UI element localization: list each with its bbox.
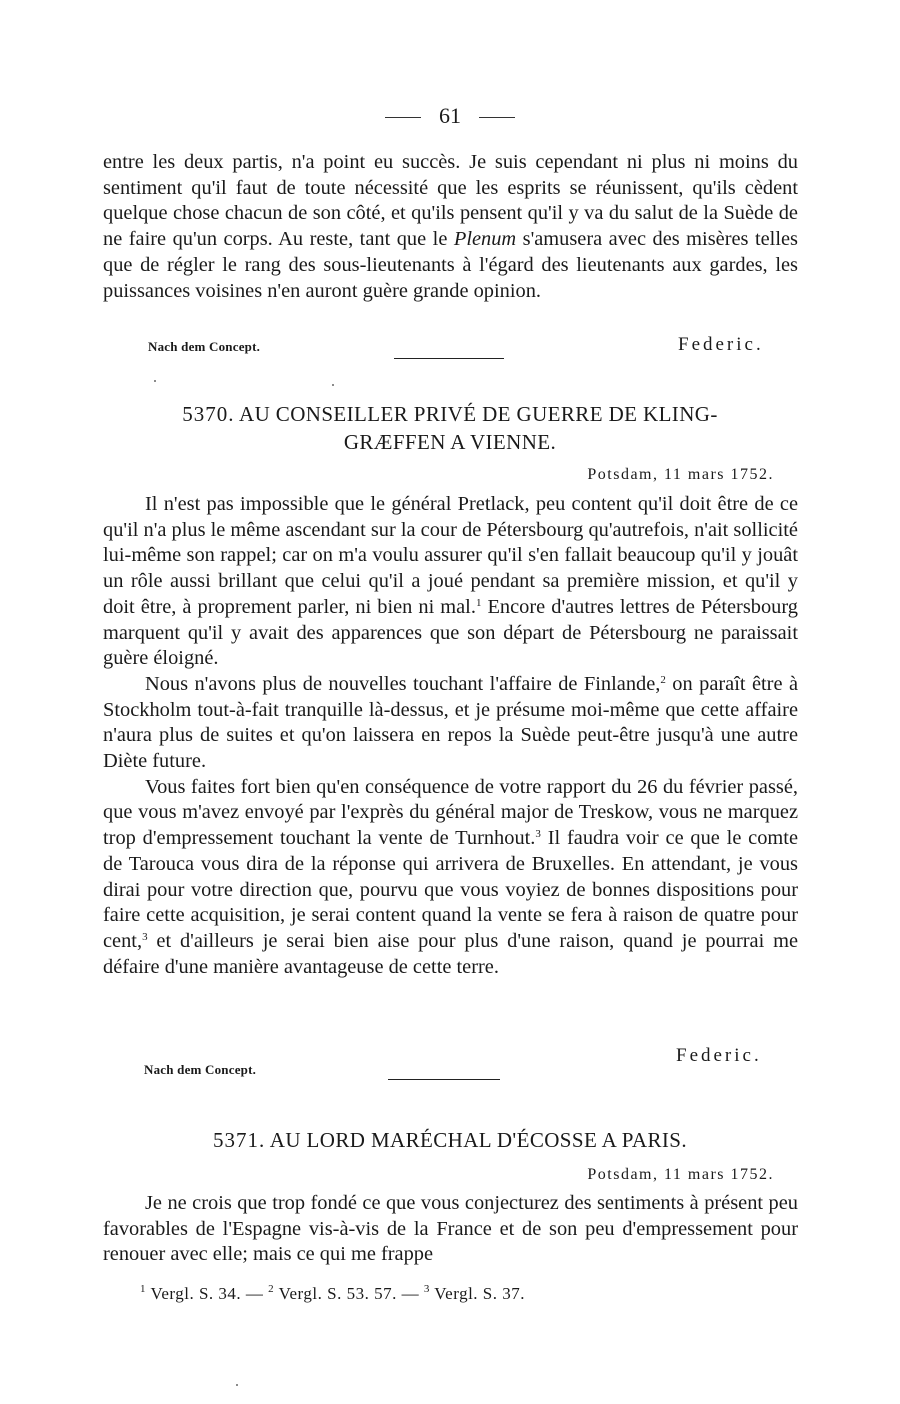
letter-number: 5371.	[213, 1128, 266, 1152]
page-number	[0, 103, 900, 129]
paragraph: Vous faites fort bien qu'en conséquence de votre rapport du 26 du février passé, que vous m'avez envoyé par l'exprès du général major de Treskow, vous ne marquez trop d'empressement touchant la vente de Turnhout.$^3$ Il faudra voir ce que le comte de Tarouca vous dira de la réponse qui arrivera de Bruxelles. En attendant, je vous dirai pour votre direction que, pourvu que vous voyiez de bonnes dispositions pour faire cette acquisition, je serai content quand la vente se fera à raison de quatre pour cent,$^3$ et d'ailleurs je serai bien aise pour plus d'une raison, quand je pourrai me défaire d'une manière avantageuse de cette terre.	[103, 775, 799, 978]
letter-heading-5370	[100, 400, 800, 456]
paragraph: Nous n'avons plus de nouvelles touchant l'affaire de Finlande,$^2$ on paraît être à Stockholm tout-à-fait tranquille là-dessus, et je présume moi-même que cette affaire n'aura plus de suites et qu'on laissera en repos la Suède peut-être jusqu'à une autre Diète future.	[103, 672, 798, 773]
letter-body-5370	[103, 492, 798, 980]
signature: Federic.	[678, 334, 764, 355]
page-number-right-rule	[479, 117, 515, 118]
text-line: réunissent, qu'ils cèdent quelque chose chacun de son côté, et qu'ils	[103, 176, 798, 225]
paragraph: Il n'est pas impossible que le général Pretlack, peu content qu'il doit être de ce qu'il n'a plus le même ascendant sur la cour de Pétersbourg qu'autrefois, n'ait sollicité lui-même son rappel; car on m'a voulu assurer qu'il s'en fallait beaucoup qu'il y jouât un rôle aussi brillant que celui qu'il a joué pendant sa première mission, et qu'il y doit être, à proprement parler, ni bien ni mal.$^1$ Encore d'autres lettres de Pétersbourg marquent qu'il y avait des apparences que son départ de Pétersbourg ne paraissait guère éloigné.	[103, 493, 798, 670]
signature: Federic.	[676, 1045, 762, 1066]
letter-body-5371	[103, 1191, 798, 1268]
footnote-ref: 3	[142, 930, 148, 943]
text-line: les puissances voisines n'en auront guère grande opinion.	[103, 253, 798, 302]
page-number-text: 61	[439, 103, 461, 128]
footnote-number: 3	[423, 1283, 430, 1295]
letter-number: 5370.	[182, 402, 235, 426]
heading-line-1: AU CONSEILLER PRIVÉ DE GUERRE DE KLING-	[239, 402, 718, 426]
text-line: pensent qu'il y va du salut de la Suède de ne faire qu'un corps. Au	[103, 202, 798, 251]
paragraph: Je ne crois que trop fondé ce que vous conjecturez des sentiments à présent peu favorables de l'Espagne vis-à-vis de la France et de son peu d'empressement pour renouer avec elle; mais ce qui me frappe	[103, 1192, 798, 1266]
speck	[154, 380, 156, 382]
speck	[236, 1384, 238, 1386]
separator-rule	[394, 358, 504, 359]
letter-heading-5371	[100, 1126, 800, 1154]
footnotes: $^1$ Vergl. S. 34. — $^2$ Vergl. S. 53. 57. — $^3$ Vergl. S. 37.	[140, 1283, 526, 1303]
heading-line-1: AU LORD MARÉCHAL D'ÉCOSSE A PARIS.	[269, 1128, 687, 1152]
footnote-ref: 1	[475, 596, 482, 609]
page-number-left-rule	[385, 117, 421, 118]
heading-line-2: GRÆFFEN A VIENNE.	[343, 430, 557, 454]
footnote-ref: 3	[535, 828, 541, 841]
text-line: s'amusera avec des misères telles que de	[103, 228, 798, 276]
source-note: Nach dem Concept.	[144, 1062, 257, 1077]
source-note: Nach dem Concept.	[148, 339, 261, 354]
footnote-number: 1	[140, 1283, 146, 1295]
separator-rule	[388, 1079, 500, 1080]
text-line: entre les deux partis, n'a point eu succès. Je suis cependant ni plus	[103, 151, 686, 173]
footnote-ref: 2	[660, 673, 666, 686]
dateline: Potsdam, 11 mars 1752.	[587, 1166, 774, 1183]
text-line: reste, tant que le	[309, 228, 454, 251]
dateline: Potsdam, 11 mars 1752.	[587, 466, 774, 483]
text-line: ni moins du sentiment qu'il faut de toute nécessité que les esprits se	[103, 151, 798, 199]
text-line: régler le rang des sous-lieutenants à l'égard des lieutenants aux gardes,	[167, 253, 768, 276]
plenum-italic: Plenum	[453, 228, 517, 251]
speck	[332, 384, 334, 386]
continuation-paragraph	[103, 150, 798, 304]
footnote-number: 2	[268, 1283, 275, 1295]
